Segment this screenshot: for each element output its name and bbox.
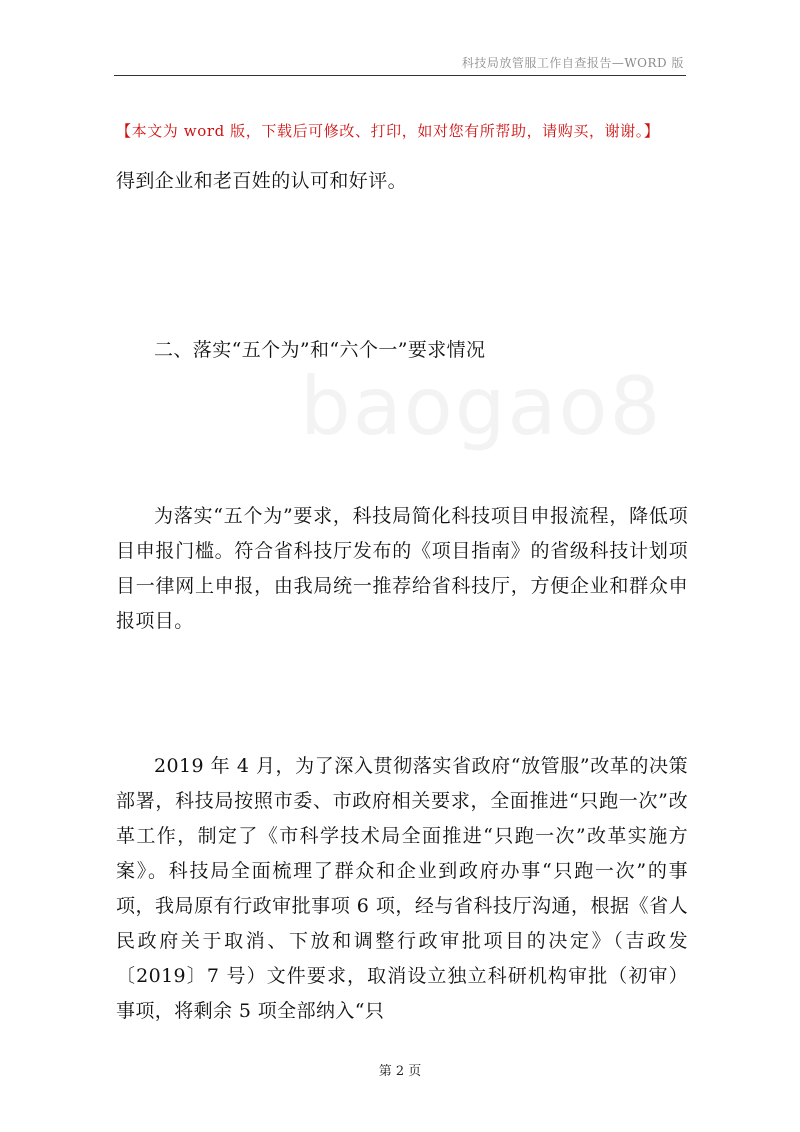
page-number: 第 2 页: [378, 1064, 422, 1079]
paragraph-reform-work: 2019 年 4 月，为了深入贯彻落实省政府“放管服”改革的决策部署，科技局按照市委、市政府相关要求，全面推进“只跑一次”改革工作，制定了《市科学技术局全面推进“只跑一次”改革实施方案》。科技局全面梳理了群众和企业到政府办事“只跑一次”的事项，我局原有行政审批事项 6 项，经与省科技厅沟通，根据《省人民政府关于取消、下放和调整行政审批项目的决定》（吉政发〔2019〕7 号）文件要求，取消设立独立科研机构审批（初审）事项，将剩余 5 项全部纳入“只: [116, 755, 688, 1022]
header-divider: [114, 75, 686, 76]
paragraph-five-requirements: 为落实“五个为”要求，科技局简化科技项目申报流程，降低项目申报门槛。符合省科技厅发布的《项目指南》的省级科技计划项目一律网上申报，由我局统一推荐给省科技厅，方便企业和群众申报项目。: [116, 505, 688, 632]
download-notice: 【本文为 word 版，下载后可修改、打印，如对您有所帮助，请购买，谢谢。】: [116, 122, 660, 140]
watermark-logo-text: [300, 360, 662, 453]
running-header-title: 科技局放管服工作自查报告—WORD 版: [461, 56, 684, 70]
section-heading: 二、落实“五个为”和“六个一”要求情况: [154, 339, 486, 361]
paragraph-continuation: 得到企业和老百姓的认可和好评。: [116, 170, 408, 192]
